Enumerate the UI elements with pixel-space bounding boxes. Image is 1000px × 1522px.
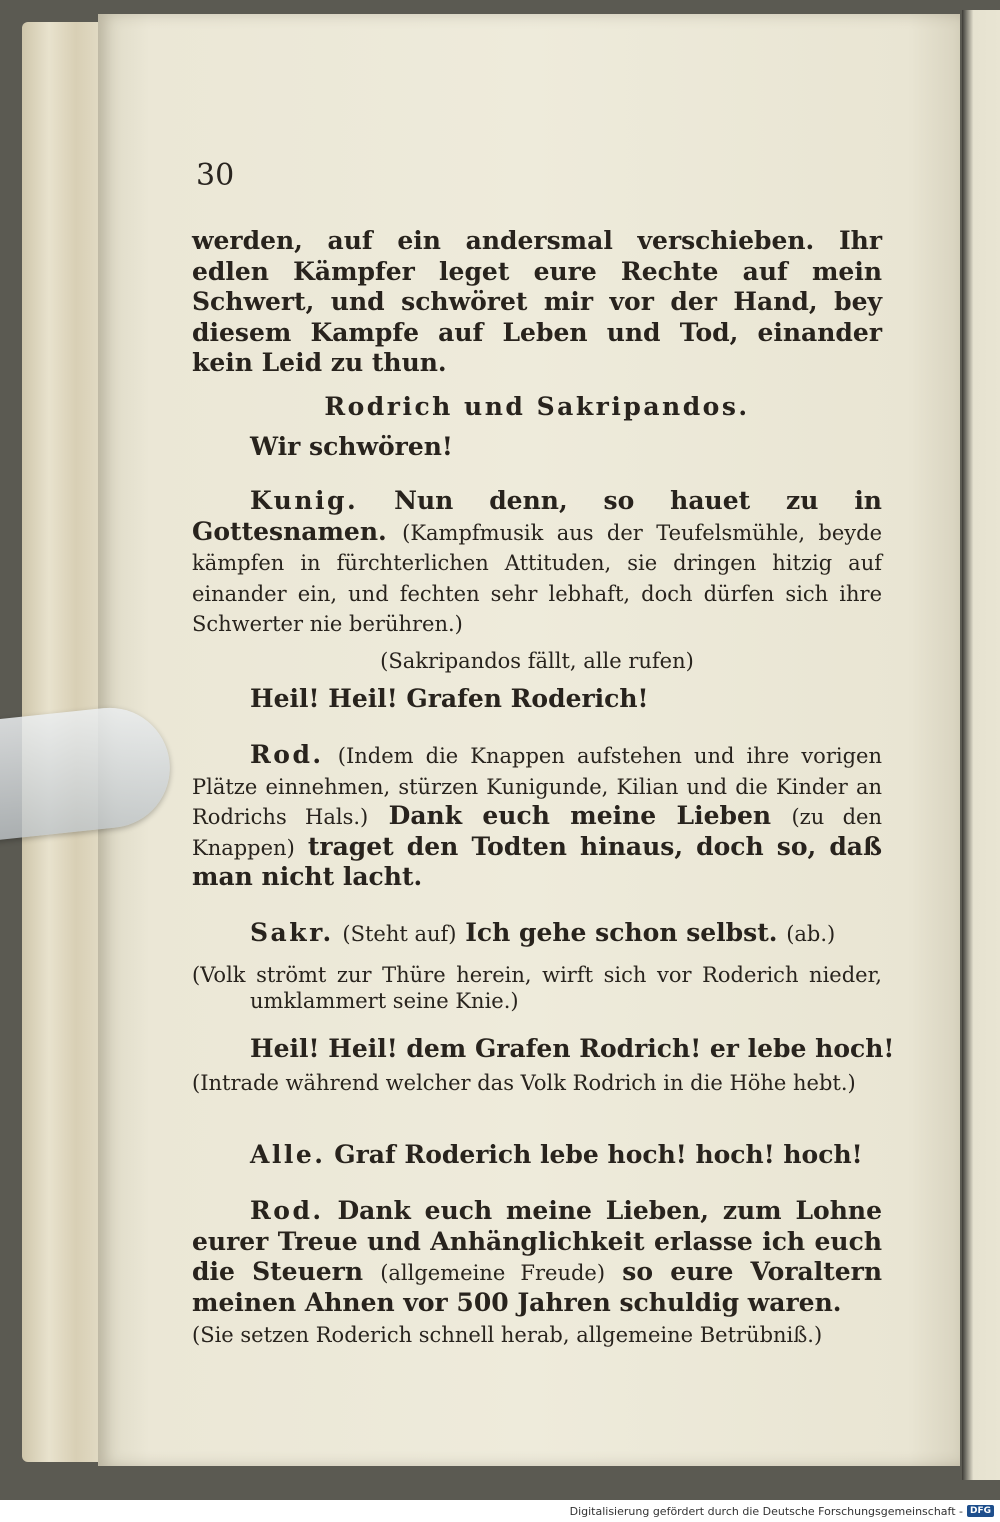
paragraph-2 — [192, 432, 940, 463]
stage-direction: (allgemeine Freude) — [380, 1261, 606, 1285]
stage-direction: (Indem die Knappen aufstehen und ihre vorigen Plätze einnehmen, stürzen Kunigunde, Kilian und die Kinder an Rodrichs Hals.) — [192, 744, 882, 829]
direction-text: (Volk strömt zur Thüre herein, wirft sich vor Roderich nieder, umklammert seine Knie.) — [192, 963, 882, 1013]
text-line: Wir schwören! — [250, 432, 453, 461]
page-number: 30 — [196, 158, 235, 193]
stage-direction: (zu den Knappen) — [192, 805, 882, 860]
footer-credit — [0, 1500, 1000, 1522]
dfg-logo[interactable]: DFG — [967, 1505, 994, 1517]
paragraph-5 — [192, 740, 882, 893]
stage-direction-4 — [192, 1322, 882, 1348]
text-line: werden, auf ein andersmal verschieben. Ihr edlen Kämpfer leget eure Rechte auf mein Schwert, und schwöret mir vor der Hand, bey diesem Kampfe auf Leben und Tod, einander kein Leid zu thun. — [192, 226, 882, 377]
paragraph-3 — [192, 486, 882, 639]
speech: Ich gehe schon selbst. — [465, 918, 778, 947]
stage-direction-3 — [192, 1070, 882, 1096]
footer-credit-text: Digitalisierung gefördert durch die Deutsche Forschungsgemeinschaft - — [569, 1504, 963, 1518]
paragraph-1 — [192, 226, 882, 379]
direction-text: (Intrade während welcher das Volk Rodrich in die Höhe hebt.) — [192, 1071, 856, 1095]
paragraph-9 — [192, 1196, 882, 1318]
text-line: Heil! Heil! dem Grafen Rodrich! er lebe hoch! — [250, 1034, 895, 1063]
stage-direction: (Steht auf) — [342, 922, 457, 946]
speaker-name: Alle. — [250, 1140, 326, 1169]
paragraph-6 — [192, 918, 882, 949]
speaker-heading — [192, 392, 882, 423]
right-page-edge — [962, 10, 1000, 1480]
text-line: Heil! Heil! Grafen Roderich! — [250, 684, 649, 713]
stage-direction-2 — [192, 962, 882, 1014]
direction-text: (Sakripandos fällt, alle rufen) — [380, 649, 694, 673]
speech: Dank euch meine Lieben, zum Lohne eurer Treue und Anhänglichkeit erlasse ich euch die Steuern — [192, 1196, 882, 1286]
speaker-name: Kunig. — [250, 486, 359, 515]
paragraph-8 — [192, 1140, 882, 1171]
heading-text: Rodrich und Sakripandos. — [324, 392, 750, 421]
speaker-name: Rod. — [250, 1196, 324, 1225]
stage-direction: (ab.) — [786, 922, 836, 946]
speech: Graf Roderich lebe hoch! hoch! hoch! — [334, 1140, 863, 1169]
direction-text: (Sie setzen Roderich schnell herab, allgemeine Betrübniß.) — [192, 1323, 823, 1347]
speech: Dank euch meine Lieben — [388, 801, 772, 830]
speech: so eure Voraltern meinen Ahnen vor 500 Jahren schuldig waren. — [192, 1257, 882, 1317]
speaker-name: Sakr. — [250, 918, 334, 947]
paragraph-7 — [192, 1034, 940, 1065]
speech: Nun denn, so hauet zu in Gottesnamen. — [192, 486, 882, 546]
speech: traget den Todten hinaus, doch so, daß man nicht lacht. — [192, 831, 882, 891]
stage-direction: (Kampfmusik aus der Teufelsmühle, beyde kämpfen in fürchterlichen Attituden, sie dringen hitzig auf einander ein, und fechten sehr lebhaft, doch dürfen sich ihre Schwerter nie berühren.) — [192, 520, 882, 636]
paragraph-4 — [192, 684, 940, 715]
stage-direction-1 — [192, 648, 882, 674]
speaker-name: Rod. — [250, 740, 324, 769]
